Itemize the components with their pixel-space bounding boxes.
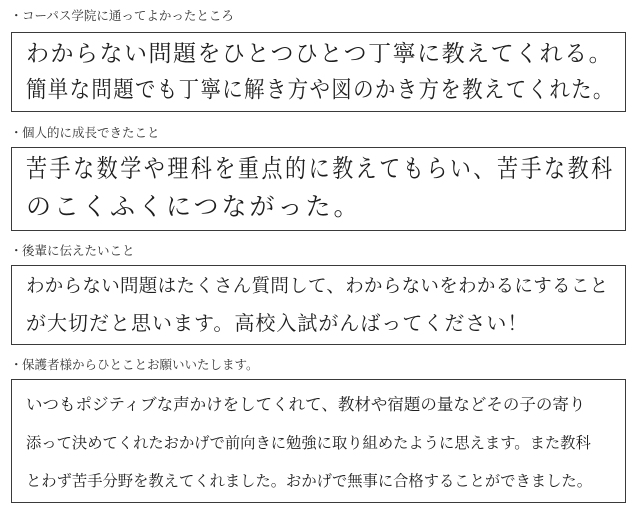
section-heading	[10, 357, 259, 373]
handwritten-line: 簡単な問題でも丁寧に解き方や図のかき方を教えてくれた。	[26, 77, 615, 103]
answer-box-2	[11, 147, 626, 231]
section-heading-text: 個人的に成長できたこと	[22, 125, 160, 140]
section-heading-text: 保護者様からひとことお願いいたします。	[22, 357, 259, 372]
section-heading	[10, 125, 160, 141]
bullet-dot: ・	[10, 125, 23, 140]
bullet-dot: ・	[10, 8, 23, 23]
answer-box-4	[11, 379, 626, 503]
handwritten-line: 添って決めてくれたおかげで前向きに勉強に取り組めたように思えます。また教科	[26, 434, 591, 452]
section-heading-text: コーパス学院に通ってよかったところ	[22, 8, 234, 23]
section-heading	[10, 8, 234, 24]
handwritten-line: いつもポジティブな声かけをしてくれて、教材や宿題の量などその子の寄り	[26, 395, 586, 414]
bullet-dot: ・	[10, 243, 23, 258]
handwritten-line: わからない問題はたくさん質問して、わからないをわかるにすること	[26, 276, 609, 297]
handwritten-line: が大切だと思います。高校入試がんばってください！	[26, 311, 529, 335]
section-heading	[10, 243, 135, 259]
handwritten-line: とわず苦手分野を教えてくれました。おかげで無事に合格することができました。	[26, 472, 592, 490]
section-heading-text: 後輩に伝えたいこと	[22, 243, 135, 258]
handwritten-line: のこくふくにつながった。	[26, 192, 362, 221]
bullet-dot: ・	[10, 357, 23, 372]
answer-box-1	[11, 32, 626, 112]
handwritten-line: 苦手な数学や理科を重点的に教えてもらい、苦手な教科	[26, 154, 615, 183]
handwritten-line: わからない問題をひとつひとつ丁寧に教えてくれる。	[26, 41, 614, 67]
answer-box-3	[11, 265, 626, 345]
